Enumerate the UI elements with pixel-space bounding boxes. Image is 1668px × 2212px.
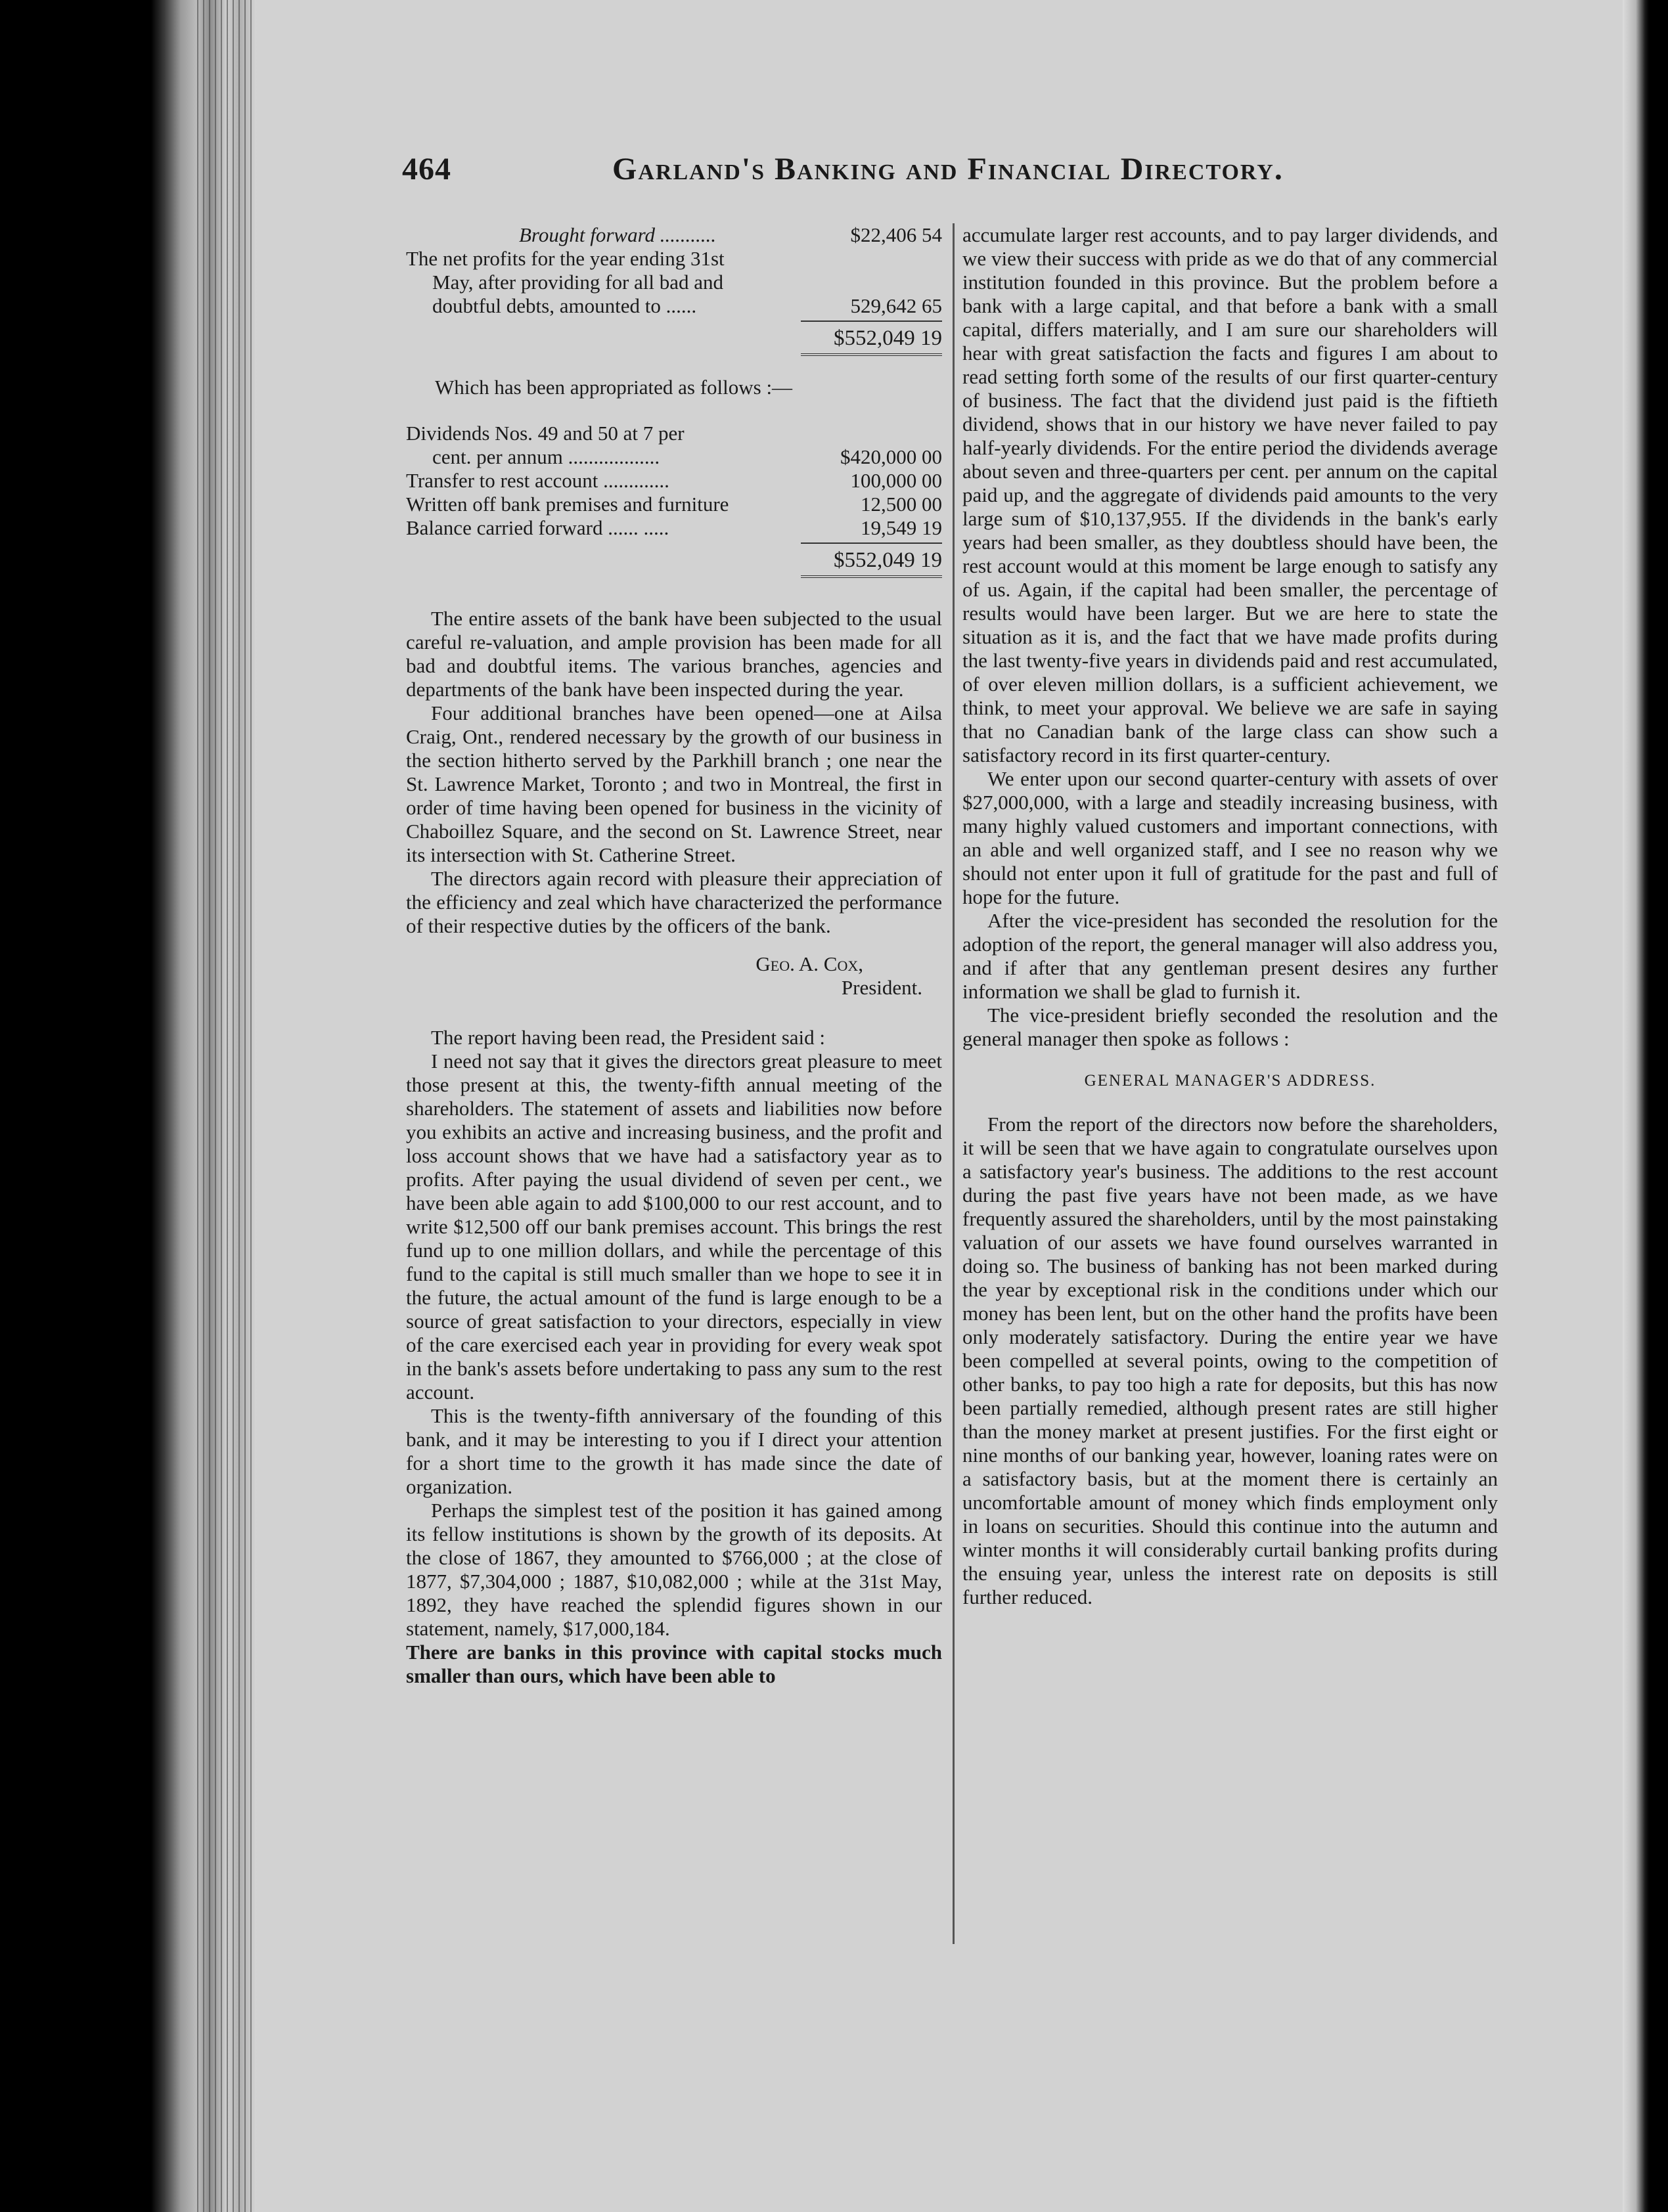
fin-amount: 19,549 19 [861, 516, 942, 539]
paragraph: Four additional branches have been opened—one at Ailsa Craig, Ont., rendered necessary by the growth of our business in the section hitherto served by the Parkhill branch ; one near the St. Lawrence Market, Toronto ; and two in Montreal, the first in order of time having been opened for business in the vicinity of Chaboillez Square, and the second on St. Lawrence Street, near its intersection with St. Catherine Street. [406, 701, 942, 866]
fin-label: doubtful debts, amounted to ...... [432, 294, 697, 317]
fin-label: Transfer to rest account ............. [406, 469, 669, 492]
fin-row-written-off [406, 493, 942, 516]
fin-label: cent. per annum .................. [432, 445, 660, 468]
sum-rule [801, 542, 942, 544]
statement-total: $552,049 19 [834, 326, 942, 350]
fin-row-net-profits-3 [406, 294, 942, 318]
fin-row-transfer [406, 469, 942, 493]
paragraph: The directors again record with pleasure their appreciation of the efficiency and zeal which have characterized the performance of their respective duties by the officers of the bank. [406, 867, 942, 937]
fin-label: Written off bank premises and furniture [406, 493, 729, 516]
paragraph: I need not say that it gives the directors great pleasure to meet those present at this, the twenty-fifth annual meeting of the shareholders. The statement of assets and liabilities now before you exhibits an active and increasing business, and the profit and loss account shows that we have had a satisfactory year as to profits. After paying the usual dividend of seven per cent., we have been able again to add $100,000 to our rest account, and to write $12,500 off our bank premises account. This brings the rest fund up to one million dollars, and while the percentage of this fund to the capital is still much smaller than we hope to see it in the future, the actual amount of the fund is large enough to be a source of great satisfaction to your directors, especially in view of the care exercised each year in providing for every weak spot in the bank's assets before undertaking to pass any sum to the rest account. [406, 1050, 942, 1404]
fin-row-brought-forward [406, 223, 942, 247]
fin-amount: 529,642 65 [850, 294, 942, 317]
fin-amount: $420,000 00 [840, 445, 942, 468]
fin-label: May, after providing for all bad and [432, 271, 724, 294]
column-divider [953, 223, 955, 1944]
right-column [962, 223, 1498, 1609]
paragraph: After the vice-president has seconded the resolution for the adoption of the report, the general manager will also address you, and if after that any gentleman present desires any further information we shall be glad to furnish it. [962, 909, 1498, 1003]
fin-row-net-profits-1 [406, 247, 942, 271]
fin-label: Brought forward ........... [519, 223, 716, 246]
double-rule [801, 575, 942, 578]
paragraph-continued: There are banks in this province with capital stocks much smaller than ours, which have been able to [406, 1641, 942, 1687]
section-heading: GENERAL MANAGER'S ADDRESS. [1084, 1072, 1376, 1090]
fin-amount: 100,000 00 [850, 469, 942, 492]
page-edges [197, 0, 256, 2212]
signature-title: President. [841, 976, 922, 999]
page-number: 464 [402, 152, 451, 187]
appropriation-intro: Which has been appropriated as follows :— [435, 376, 793, 399]
paragraph: The entire assets of the bank have been subjected to the usual careful re-valuation, and ample provision has been made for all bad and doubtful items. The various branches, agencies and departments of the bank have been inspected during the year. [406, 607, 942, 701]
fin-row-net-profits-2 [406, 271, 942, 294]
sum-rule [801, 321, 942, 322]
double-rule [801, 353, 942, 356]
signature-block [406, 952, 942, 1000]
fin-amount: 12,500 00 [861, 493, 942, 516]
paragraph: This is the twenty-fifth anniversary of the founding of this bank, and it may be interesting to you if I direct your attention for a short time to the growth it has made since the date of organization. [406, 1404, 942, 1498]
paragraph: From the report of the directors now before the shareholders, it will be seen that we have again to congratulate ourselves upon a satisfactory year's business. The additions to the rest account during the past five years have not been made, as we have frequently assured the shareholders, until by the most painstaking valuation of our assets we have found ourselves warranted in doing so. The business of banking has not been marked during the year by exceptional risk in the conditions under which our money has been lent, but on the other hand the profits have been only moderately satisfactory. During the entire year we have been compelled at several points, owing to the competition of other banks, to pay too high a rate for deposits, but this has now been partially remedied, although present rates are still higher than the money market at present justifies. For the first eight or nine months of our banking year, however, loaning rates were on a satisfactory basis, but at the moment there is certainly an uncomfortable amount of money which finds employment only in loans on securities. Should this continue into the autumn and winter months it will considerably curtail banking profits during the ensuing year, unless the interest rate on deposits is still further reduced. [962, 1113, 1498, 1608]
fin-row-balance [406, 516, 942, 540]
page-title: Garland's Banking and Financial Directory. [612, 152, 1284, 187]
statement-appropriation [406, 422, 942, 578]
page-header [402, 151, 1322, 197]
signature-name: Geo. A. Cox, [755, 952, 863, 975]
fin-row-dividends-2 [406, 445, 942, 469]
paragraph-continued: accumulate larger rest accounts, and to pay larger dividends, and we view their success with pride as we do that of any commercial institution founded in this province. But the problem before a bank with a large capital, and that before a bank with a small capital, differs materially, and I am sure our shareholders will hear with great satisfaction the facts and figures I am about to read setting forth some of the results of our first quarter-century of business. The fact that the dividend just paid is the fiftieth dividend, shows that in our history we have never failed to pay half-yearly dividends. For the entire period the dividends average about seven and three-quarters per cent. per annum on the capital paid up, and the aggregate of dividends paid amounts to the very large sum of $10,137,955. If the dividends in the bank's early years had been smaller, as they doubtless should have been, the rest account would at this moment be large enough to satisfy any of us. Again, if the capital had been smaller, the percentage of results would have been larger. But we are here to state the situation as it is, and the fact that we have made profits during the last twenty-five years in dividends paid and rest accumulated, of over eleven million dollars, is a sufficient achievement, we think, to meet your approval. We believe we are safe in saying that no Canadian bank of the large class can show such a satisfactory record in its first quarter-century. [962, 223, 1498, 766]
paragraph: The report having been read, the President said : [431, 1026, 825, 1049]
fin-row-dividends-1 [406, 422, 942, 445]
fin-label: The net profits for the year ending 31st [406, 247, 725, 270]
fin-amount: $22,406 54 [850, 223, 942, 246]
statement-total: $552,049 19 [834, 548, 942, 572]
statement-profits [406, 223, 942, 356]
paragraph: The vice-president briefly seconded the resolution and the general manager then spoke as follows : [962, 1004, 1498, 1050]
right-page-edge [1623, 0, 1668, 2212]
left-column [406, 223, 942, 1688]
paragraph: Perhaps the simplest test of the position it has gained among its fellow institutions is shown by the growth of its deposits. At the close of 1867, they amounted to $766,000 ; at the close of 1877, $7,304,000 ; 1887, $10,082,000 ; while at the 31st May, 1892, they have reached the splendid figures shown in our statement, namely, $17,000,184. [406, 1499, 942, 1640]
fin-label: Balance carried forward ...... ..... [406, 516, 669, 539]
fin-label: Dividends Nos. 49 and 50 at 7 per [406, 422, 685, 445]
paragraph: We enter upon our second quarter-century with assets of over $27,000,000, with a large and steadily increasing business, with many highly valued customers and important connections, with an able and well organized staff, and I see no reason why we should not enter upon it full of gratitude for the past and full of hope for the future. [962, 767, 1498, 908]
